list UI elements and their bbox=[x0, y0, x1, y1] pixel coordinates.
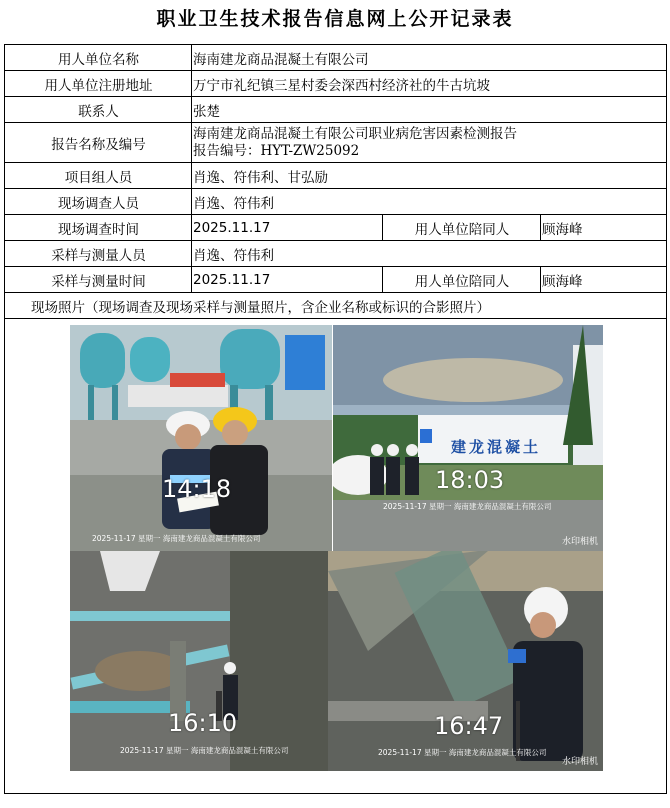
row-survey-time bbox=[5, 215, 667, 241]
photo-4-time: 16:47 bbox=[434, 712, 504, 740]
row-sampling-time bbox=[5, 267, 667, 293]
label-survey-staff: 现场调查人员 bbox=[5, 189, 192, 215]
photo-2-app-label: 水印相机 bbox=[561, 537, 598, 547]
label-survey-companion: 用人单位陪同人 bbox=[383, 215, 541, 241]
row-contact bbox=[5, 97, 667, 123]
site-photo-2 bbox=[333, 325, 603, 551]
label-sampling-staff: 采样与测量人员 bbox=[5, 241, 192, 267]
site-photo-1 bbox=[70, 325, 332, 551]
site-photo-4 bbox=[328, 551, 603, 771]
photo-3-time: 16:10 bbox=[168, 709, 238, 737]
value-team: 肖逸、符伟利、甘弘励 bbox=[192, 163, 667, 189]
value-sampling-time: 2025.11.17 bbox=[192, 267, 383, 293]
value-survey-companion: 顾海峰 bbox=[541, 215, 667, 241]
report-name: 海南建龙商品混凝土有限公司职业病危害因素检测报告 bbox=[193, 125, 517, 142]
photo-1-scene bbox=[70, 325, 332, 551]
row-photos-label bbox=[5, 293, 667, 319]
photos-cell bbox=[5, 319, 667, 794]
row-unit-address bbox=[5, 71, 667, 97]
record-table bbox=[4, 44, 667, 794]
label-sampling-time: 采样与测量时间 bbox=[5, 267, 192, 293]
label-team: 项目组人员 bbox=[5, 163, 192, 189]
photo-4-app-label: 水印相机 bbox=[561, 757, 598, 767]
row-unit-name bbox=[5, 45, 667, 71]
row-survey-staff bbox=[5, 189, 667, 215]
value-sampling-staff: 肖逸、符伟利 bbox=[192, 241, 667, 267]
site-photo-3 bbox=[70, 551, 328, 771]
document-title: 职业卫生技术报告信息网上公开记录表 bbox=[156, 8, 514, 30]
row-sampling-staff bbox=[5, 241, 667, 267]
photo-2-time: 18:03 bbox=[435, 466, 505, 494]
row-photos bbox=[5, 319, 667, 794]
photo-3-scene bbox=[70, 551, 328, 771]
report-code: 报告编号：HYT-ZW25092 bbox=[193, 142, 360, 159]
company-sign: 建龙混凝土 bbox=[451, 438, 542, 456]
label-report: 报告名称及编号 bbox=[5, 123, 192, 163]
label-unit-address: 用人单位注册地址 bbox=[5, 71, 192, 97]
value-unit-name: 海南建龙商品混凝土有限公司 bbox=[192, 45, 667, 71]
value-survey-time: 2025.11.17 bbox=[192, 215, 383, 241]
photo-3-caption: 2025-11-17 星期一 海南建龙商品混凝土有限公司 bbox=[120, 746, 289, 755]
label-survey-time: 现场调查时间 bbox=[5, 215, 192, 241]
photos-label: 现场照片（现场调查及现场采样与测量照片，含企业名称或标识的合影照片） bbox=[5, 293, 667, 319]
value-survey-staff: 肖逸、符伟利 bbox=[192, 189, 667, 215]
label-contact: 联系人 bbox=[5, 97, 192, 123]
value-unit-address: 万宁市礼纪镇三星村委会深西村经济社的牛古坑坡 bbox=[192, 71, 667, 97]
label-sampling-companion: 用人单位陪同人 bbox=[383, 267, 541, 293]
label-unit-name: 用人单位名称 bbox=[5, 45, 192, 71]
value-contact: 张楚 bbox=[192, 97, 667, 123]
value-sampling-companion: 顾海峰 bbox=[541, 267, 667, 293]
photo-4-caption: 2025-11-17 星期一 海南建龙商品混凝土有限公司 bbox=[378, 748, 547, 757]
photo-2-caption: 2025-11-17 星期一 海南建龙商品混凝土有限公司 bbox=[383, 502, 552, 511]
photo-1-caption: 2025-11-17 星期一 海南建龙商品混凝土有限公司 bbox=[92, 534, 261, 543]
photo-1-time: 14:18 bbox=[162, 475, 232, 503]
row-team bbox=[5, 163, 667, 189]
value-report bbox=[192, 123, 667, 163]
row-report bbox=[5, 123, 667, 163]
